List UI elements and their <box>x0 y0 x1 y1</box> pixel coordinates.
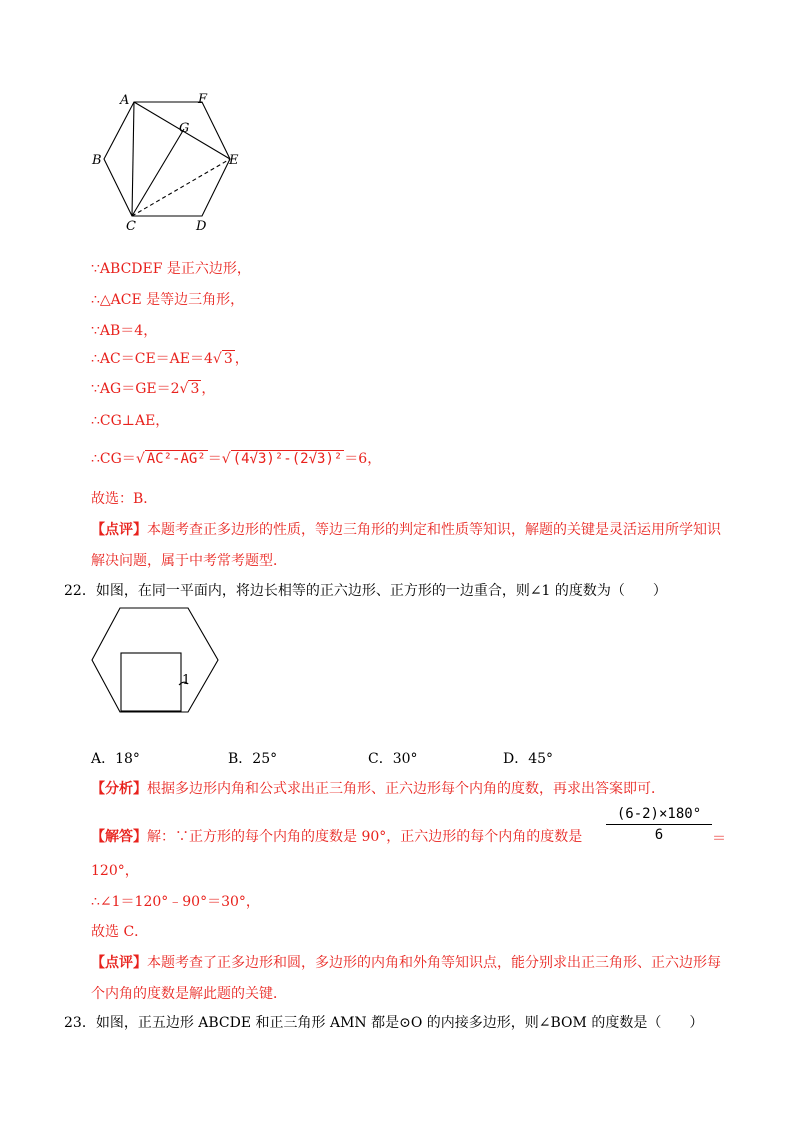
label-B: B <box>92 153 102 168</box>
label-G: G <box>179 121 190 136</box>
fraction-equals: ＝ <box>712 831 726 847</box>
label-F: F <box>198 92 208 107</box>
fraction-denominator: 6 <box>654 827 664 843</box>
solution-line-4: ∴AC＝CE＝AE＝4√ 3 ， <box>91 351 249 367</box>
label-E: E <box>229 153 239 168</box>
comment-22-line-1: 【点评】本题考查了正多边形和圆，多边形的内角和外角等知识点，能分别求出正三角形、正六边形每 <box>91 955 721 971</box>
solution-line-6: ∴CG⊥AE， <box>91 413 170 429</box>
sqrt-symbol: √ (4√3)²-(2√3)² <box>221 451 343 467</box>
sqrt-symbol: √ 3 <box>212 351 233 367</box>
solution-line-1: ∵ABCDEF 是正六边形， <box>91 261 251 277</box>
sqrt-symbol: √ AC²-AG² <box>135 451 206 467</box>
comment-21-line-1: 【点评】本题考查正多边形的性质，等边三角形的判定和性质等知识，解题的关键是灵活运用所学知识 <box>91 522 721 538</box>
question-22-stem: 22．如图，在同一平面内，将边长相等的正六边形、正方形的一边重合，则∠1 的度数为（ ） <box>64 583 667 599</box>
solution-line-2: ∴△ACE 是等边三角形， <box>91 292 245 308</box>
question-23-stem: 23．如图，正五边形 ABCDE 和正三角形 AMN 都是⊙O 的内接多边形，则∠BOM 的度数是（ ） <box>64 1015 704 1031</box>
comment-21-line-2: 解决问题，属于中考常考题型． <box>91 553 287 569</box>
angle-1-label: 1 <box>182 673 191 688</box>
answer-22-line-4: 故选 C． <box>91 924 149 940</box>
solution-line-5: ∵AG＝GE＝2√ 3 ， <box>91 381 216 397</box>
label-D: D <box>196 219 207 234</box>
option-b: B．25° <box>228 751 278 767</box>
option-d: D．45° <box>503 751 554 767</box>
label-A: A <box>120 93 130 108</box>
analysis-22: 【分析】根据多边形内角和公式求出正三角形、正六边形每个内角的度数，再求出答案即可． <box>91 781 665 797</box>
sqrt-symbol: √ 3 <box>179 381 200 397</box>
option-a: A．18° <box>91 751 140 767</box>
fraction <box>606 806 712 843</box>
answer-22-line-2: 120°， <box>91 863 139 879</box>
answer-22-line-3: ∴∠1＝120°﹣90°＝30°， <box>91 894 260 910</box>
comment-22-line-2: 个内角的度数是解此题的关键． <box>91 986 287 1002</box>
label-C: C <box>126 219 136 234</box>
hexagon-figure-1 <box>84 88 254 238</box>
option-c: C．30° <box>368 751 418 767</box>
fraction-numerator: (6-2)×180° <box>606 806 712 825</box>
answer-22-line-1: 【解答】解：∵正方形的每个内角的度数是 90°，正六边形的每个内角的度数是 <box>91 829 583 845</box>
solution-line-3: ∵AB＝4， <box>91 323 158 339</box>
solution-choice: 故选：B． <box>91 491 158 507</box>
solution-line-7: ∴CG＝√ AC²-AG² ＝√ (4√3)²-(2√3)² ＝6， <box>91 451 382 467</box>
hexagon-square-figure <box>84 600 224 722</box>
